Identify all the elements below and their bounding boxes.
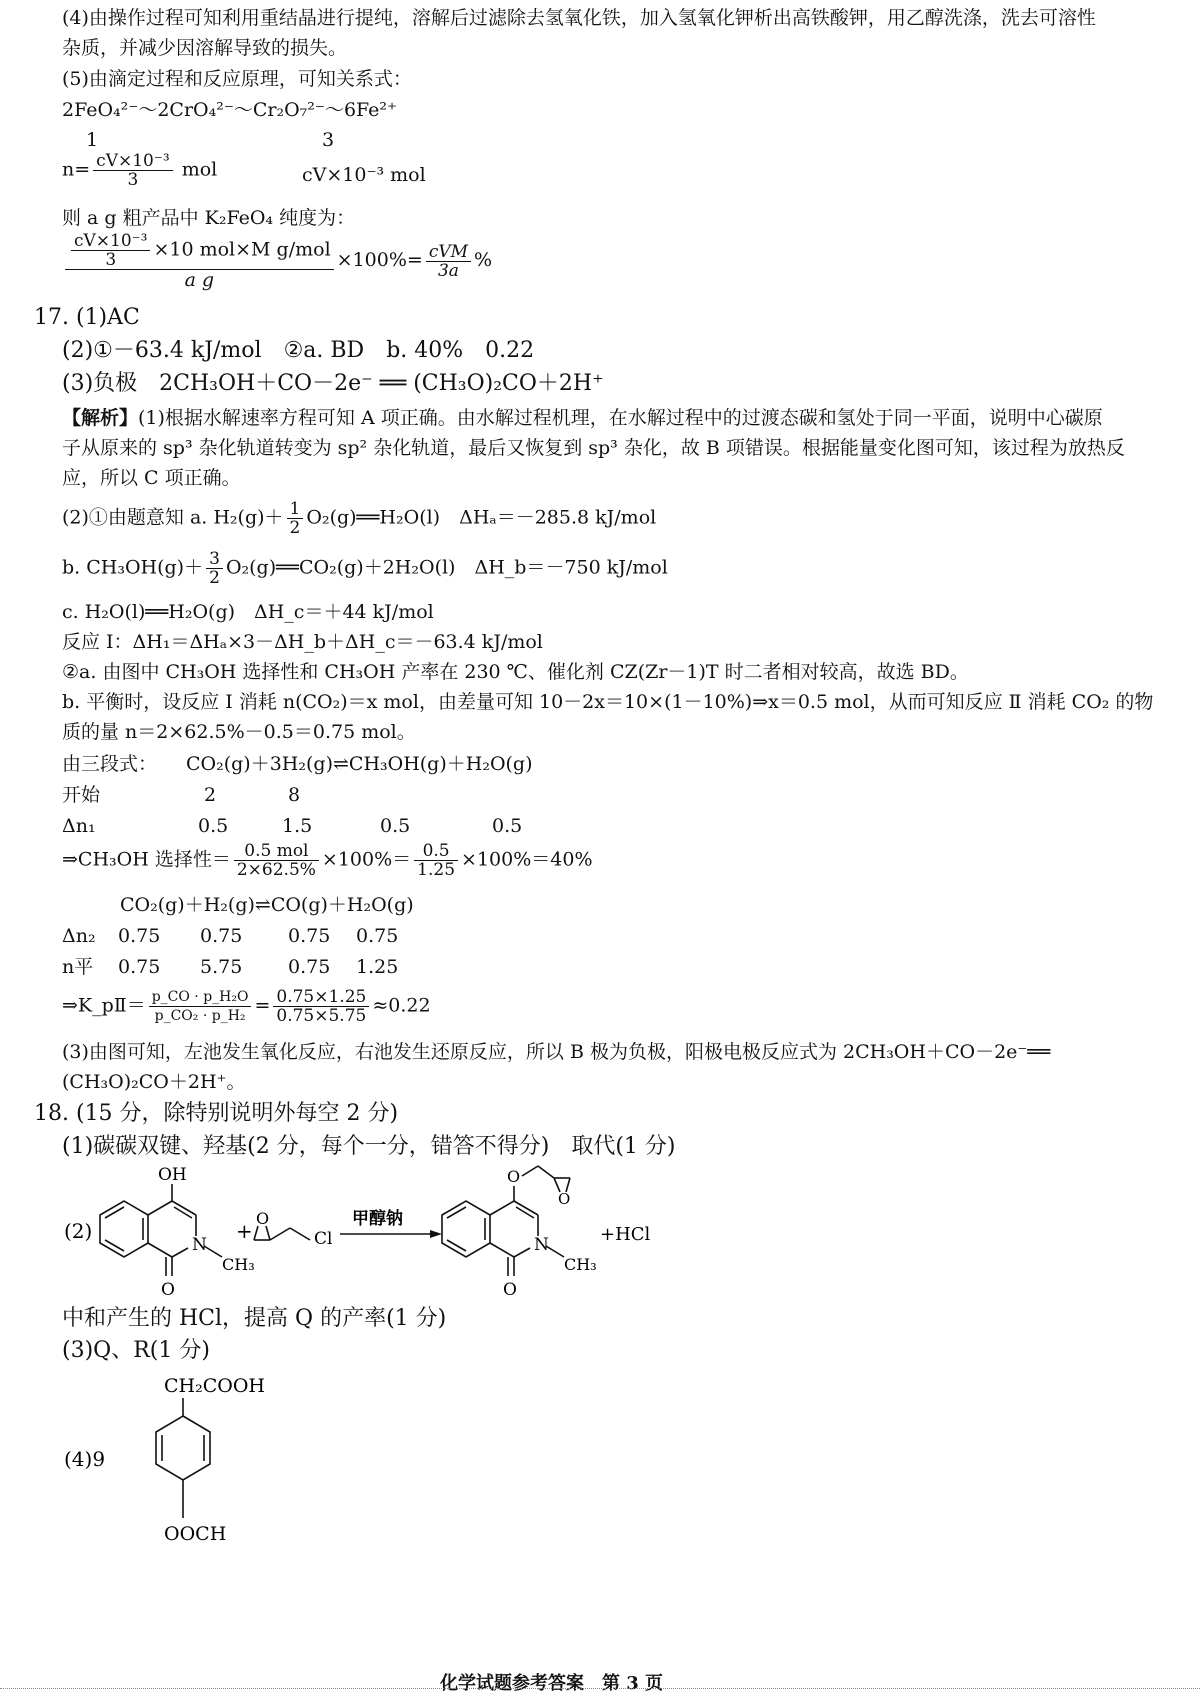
purity-big-fraction (65, 232, 334, 290)
analysis-part1-line2: 子从原来的 sp³ 杂化轨道转变为 sp² 杂化轨道，最后又恢复到 sp³ 杂化，故 B 项错误。根据能量变化图可知，该过程为放热反 (62, 437, 1125, 459)
eq-b-pre: b. CH₃OH(g)＋ (62, 556, 204, 579)
part4-bottom-group: OOCH (164, 1523, 227, 1545)
purity-expression (62, 232, 492, 290)
coefficient-1: 1 (86, 129, 99, 151)
analysis-part1-line3: 应，所以 C 项正确。 (62, 467, 241, 489)
start-label: 开始 (62, 784, 101, 806)
product-ether-o: O (507, 1167, 521, 1186)
eq-a-frac-num: 1 (287, 500, 304, 519)
kp-fraction-1 (149, 988, 252, 1025)
product-n: N (534, 1235, 549, 1255)
reactant-2-o: O (256, 1209, 270, 1228)
q17-part2-answer: (2)①－63.4 kJ/mol ②a. BD b. 40% 0.22 (62, 338, 535, 363)
part4-label: (4)9 (64, 1447, 106, 1471)
analysis-part1-text1: (1)根据水解速率方程可知 A 项正确。由水解过程机理，在水解过程中的过渡态碳和氢处于同一平面，说明中心碳原 (138, 407, 1103, 429)
q17-part1-answer: 17. (1)AC (34, 305, 140, 330)
q18-part2-note: 中和产生的 HCl，提高 Q 的产率(1 分) (62, 1306, 447, 1331)
page-footer: 化学试题参考答案 第 3 页 (440, 1673, 664, 1694)
purity-result-fraction (426, 243, 471, 280)
delta-n1-value: 0.5 (492, 815, 523, 837)
n-fraction-num: cV×10⁻³ (93, 152, 172, 171)
relation-equation: 2FeO₄²⁻～2CrO₄²⁻～Cr₂O₇²⁻～6Fe²⁺ (62, 99, 398, 121)
purity-big-num (65, 232, 334, 270)
arrow-reagent: 甲醇钠 (352, 1209, 403, 1229)
q18-heading: 18. (15 分，除特别说明外每空 2 分) (34, 1101, 399, 1126)
n-lhs: n= (62, 158, 91, 181)
purity-result-num: cVM (426, 243, 471, 262)
reactant-1-oh: OH (158, 1165, 187, 1185)
part4-top-group: CH₂COOH (164, 1375, 265, 1397)
n-equilibrium-value: 5.75 (200, 956, 243, 978)
kp-f2-den: 0.75×5.75 (276, 1006, 367, 1026)
analysis-tag: 【解析】 (62, 407, 139, 429)
delta-n2-value: 0.75 (356, 925, 399, 947)
eq-b-fraction (206, 550, 223, 587)
three-stage-label: 由三段式： (62, 753, 158, 775)
analysis-part1-line1 (62, 406, 1103, 430)
n-equilibrium-value: 0.75 (288, 956, 331, 978)
kp-pre: ⇒K_pⅡ＝ (62, 994, 146, 1017)
footer-divider (0, 1688, 1200, 1689)
selectivity-fraction-1 (234, 842, 319, 879)
analysis-part2b-line1: b. 平衡时，设反应 Ⅰ 消耗 n(CO₂)＝x mol，由差量可知 10－2x＝10×(1－10%)⇒x＝0.5 mol，从而可知反应 Ⅱ 消耗 CO₂ 的物 (62, 691, 1154, 713)
kp-calc: ⇒K_pⅡ＝ $\frac{\text{p\_CO · p\_H₂O}}{\text{p\_CO₂ · p\_H₂}}$ = $\frac{0.75\times 1.25}{0.75\times 5.75}$ ≈0.22 (62, 987, 431, 1026)
cv-mol-value: cV×10⁻³ mol (302, 164, 426, 186)
eq-b-frac-den: 2 (209, 568, 220, 588)
selectivity-mid: ×100%＝ (321, 848, 412, 871)
eq-a-fraction (287, 500, 304, 537)
start-value: 2 (204, 784, 217, 806)
selectivity-post: ×100%＝40% (461, 848, 593, 871)
purity-big-den: a g (184, 269, 215, 291)
selectivity-pre: ⇒CH₃OH 选择性＝ (62, 848, 231, 871)
purity-result-unit: % (474, 249, 493, 271)
plus-sign: + (236, 1219, 253, 1243)
analysis-part3-line2: (CH₃O)₂CO＋2H⁺。 (62, 1071, 246, 1093)
n-unit: mol (181, 158, 218, 181)
delta-n2-value: 0.75 (200, 925, 243, 947)
sel-f1-num: 0.5 mol (234, 842, 319, 861)
part2-label: (2) (64, 1219, 93, 1243)
benzene-ring (156, 1398, 210, 1518)
n-equilibrium-value: 1.25 (356, 956, 399, 978)
kp-fraction-2 (273, 988, 369, 1025)
n-fraction (93, 152, 172, 189)
eq-a-pre: (2)①由题意知 a. H₂(g)＋ (62, 506, 284, 529)
q16-part4-line2: 杂质，并减少因溶解导致的损失。 (62, 37, 348, 59)
reaction-arrow-head (430, 1230, 442, 1238)
byproduct-hcl: +HCl (600, 1224, 651, 1245)
start-value: 8 (288, 784, 301, 806)
delta-n1-value: 0.5 (198, 815, 229, 837)
eq-b-post: O₂(g)══CO₂(g)＋2H₂O(l) ΔH_b＝－750 kJ/mol (225, 556, 668, 579)
product-ch3: CH₃ (564, 1255, 597, 1274)
kp-f1-den: p_CO₂ · p_H₂ (154, 1008, 246, 1024)
delta-n2-value: 0.75 (288, 925, 331, 947)
analysis-eq-a (62, 500, 656, 537)
reactant-2-structure (254, 1226, 310, 1240)
coefficient-3: 3 (322, 129, 335, 151)
part4-structure (60, 1368, 320, 1548)
analysis-eq-b (62, 550, 668, 587)
purity-rhs: ×100%= (336, 249, 423, 271)
product-structure (442, 1166, 570, 1276)
reactant-1-n: N (192, 1235, 207, 1255)
analysis-reaction-1: 反应 Ⅰ：ΔH₁＝ΔHₐ×3－ΔH_b＋ΔH_c＝－63.4 kJ/mol (62, 631, 543, 653)
q16-part4-line1: (4)由操作过程可知利用重结晶进行提纯，溶解后过滤除去氢氧化铁，加入氢氧化钾析出高铁酸钾，用乙醇洗涤，洗去可溶性 (62, 7, 1096, 29)
equilibrium-eq1: CO₂(g)＋3H₂(g)⇌CH₃OH(g)＋H₂O(g) (186, 753, 533, 775)
delta-n1-label: Δn₁ (62, 815, 96, 837)
sel-f1-den: 2×62.5% (236, 860, 316, 880)
sel-f2-num: 0.5 (414, 842, 458, 861)
selectivity-calc (62, 842, 593, 879)
sel-f2-den: 1.25 (417, 860, 456, 880)
reactant-1-ch3: CH₃ (222, 1255, 255, 1274)
delta-n1-value: 0.5 (380, 815, 411, 837)
delta-n2-label: Δn₂ (62, 925, 96, 947)
delta-n2-value: 0.75 (118, 925, 161, 947)
eq-a-frac-den: 2 (289, 518, 301, 538)
kp-post: ≈0.22 (372, 994, 431, 1017)
eq-a-post: O₂(g)══H₂O(l) ΔHₐ＝－285.8 kJ/mol (306, 506, 657, 529)
reactant-1-structure (100, 1184, 222, 1276)
eq-b-frac-num: 3 (206, 550, 223, 569)
n-expression (62, 152, 217, 189)
purity-inner-den: 3 (105, 250, 117, 270)
q18-part1-answer: (1)碳碳双键、羟基(2 分，每个一分，错答不得分) 取代(1 分) (62, 1134, 676, 1159)
purity-result-den: 3a (437, 260, 459, 281)
purity-intro: 则 a g 粗产品中 K₂FeO₄ 纯度为： (62, 207, 356, 229)
purity-inner-num: cV×10⁻³ (71, 232, 150, 251)
delta-n1-value: 1.5 (282, 815, 313, 837)
kp-f1-num: p_CO · p_H₂O (149, 988, 252, 1007)
product-carbonyl-o: O (503, 1280, 517, 1300)
kp-f2-num: 0.75×1.25 (273, 988, 369, 1007)
reactant-2-cl: Cl (314, 1229, 333, 1249)
equilibrium-eq2: CO₂(g)＋H₂(g)⇌CO(g)＋H₂O(g) (120, 894, 414, 916)
q17-part3-answer: (3)负极 2CH₃OH＋CO－2e⁻ ══ (CH₃O)₂CO＋2H⁺ (62, 371, 604, 396)
analysis-part2b-line2: 质的量 n＝2×62.5%－0.5＝0.75 mol。 (62, 721, 416, 743)
analysis-part2a: ②a. 由图中 CH₃OH 选择性和 CH₃OH 产率在 230 ℃、催化剂 CZ(Zr－1)T 时二者相对较高，故选 BD。 (62, 661, 969, 683)
q16-part5-intro: (5)由滴定过程和反应原理，可知关系式： (62, 68, 412, 90)
selectivity-fraction-2 (414, 842, 458, 879)
reaction-scheme (60, 1160, 680, 1310)
analysis-part3-line1: (3)由图可知，左池发生氧化反应，右池发生还原反应，所以 B 极为负极，阳极电极反应式为 2CH₃OH＋CO－2e⁻══ (62, 1041, 1051, 1063)
n-equilibrium-label: n平 (62, 956, 94, 978)
n-equilibrium-value: 0.75 (118, 956, 161, 978)
analysis-eq-c: c. H₂O(l)══H₂O(g) ΔH_c＝＋44 kJ/mol (62, 601, 434, 623)
purity-num-rest: ×10 mol×M g/mol (153, 238, 331, 261)
product-epoxide-o: O (558, 1190, 571, 1208)
reactant-1-o: O (161, 1280, 175, 1300)
purity-inner-fraction (71, 232, 150, 269)
q18-part3-answer: (3)Q、R(1 分) (62, 1338, 210, 1363)
n-fraction-den: 3 (127, 170, 139, 190)
